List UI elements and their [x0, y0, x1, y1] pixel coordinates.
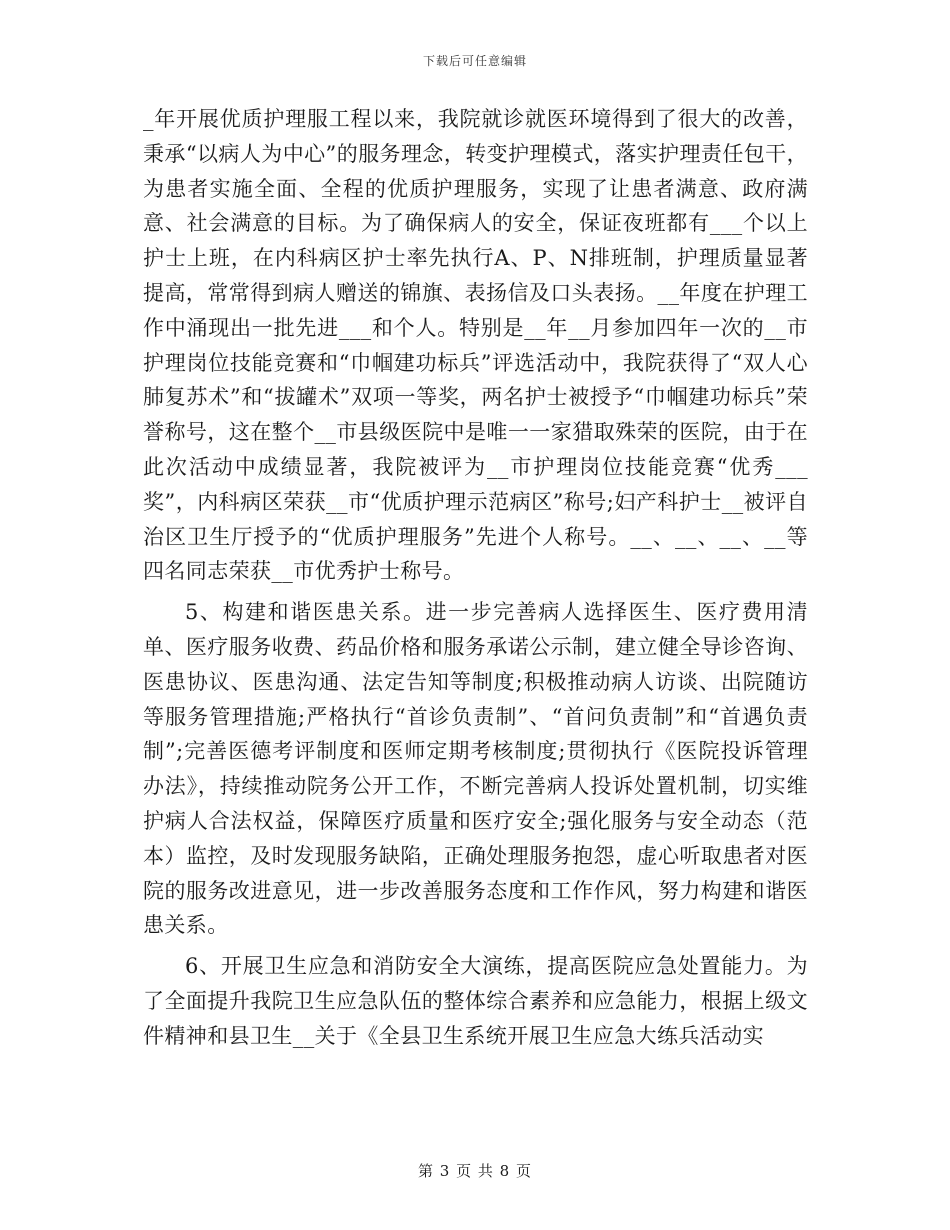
paragraph-1-text: _年开展优质护理服工程以来，我院就诊就医环境得到了很大的改善，秉承“以病人为中心”的服务理念，转变护理模式，落实护理责任包干，为患者实施全面、全程的优质护理服务，实现了让患者满意、政府满意、社会满意的目标。为了确保病人的安全，保证夜班都有___个以上护士上班，在内科病区护士率先执行A、P、N排班制，护理质量显著提高，常常得到病人赠送的锦旗、表扬信及口头表扬。__年度在护理工作中涌现出一批先进___和个人。特别是__年__月参加四年一次的__市护理岗位技能竞赛和“巾帼建功标兵”评选活动中，我院获得了“双人心肺复苏术”和“拔罐术”双项一等奖，两名护士被授予“巾帼建功标兵”荣誉称号，这在整个__市县级医院中是唯一一家猎取殊荣的医院，由于在此次活动中成绩显著，我院被评为__市护理岗位技能竞赛“优秀___奖”，内科病区荣获__市“优质护理示范病区”称号;妇产科护士__被评自治区卫生厅授予的“优质护理服务”先进个人称号。__、__、__、__等四名同志荣获__市优秀护士称号。	[143, 107, 808, 584]
paragraph-3-text: 6、开展卫生应急和消防安全大演练，提高医院应急处置能力。为了全面提升我院卫生应急队伍的整体综合素养和应急能力，根据上级文件精神和县卫生__关于《全县卫生系统开展卫生应急大练兵活动实	[143, 954, 808, 1048]
document-body	[143, 102, 808, 1054]
paragraph-1	[143, 102, 808, 589]
paragraph-3	[143, 949, 808, 1053]
page-header: 下载后可任意编辑	[422, 54, 527, 68]
paragraph-2	[143, 595, 808, 943]
paragraph-2-text: 5、构建和谐医患关系。进一步完善病人选择医生、医疗费用清单、医疗服务收费、药品价格和服务承诺公示制，建立健全导诊咨询、医患协议、医患沟通、法定告知等制度;积极推动病人访谈、出院随访等服务管理措施;严格执行“首诊负责制”、“首问负责制”和“首遇负责制”;完善医德考评制度和医师定期考核制度;贯彻执行《医院投诉管理办法》，持续推动院务公开工作，不断完善病人投诉处置机制，切实维护病人合法权益，保障医疗质量和医疗安全;强化服务与安全动态（范本）监控，及时发现服务缺陷，正确处理服务抱怨，虚心听取患者对医院的服务改进意见，进一步改善服务态度和工作作风，努力构建和谐医患关系。	[143, 600, 808, 938]
page-footer: 第 3 页 共 8 页	[418, 1162, 532, 1180]
